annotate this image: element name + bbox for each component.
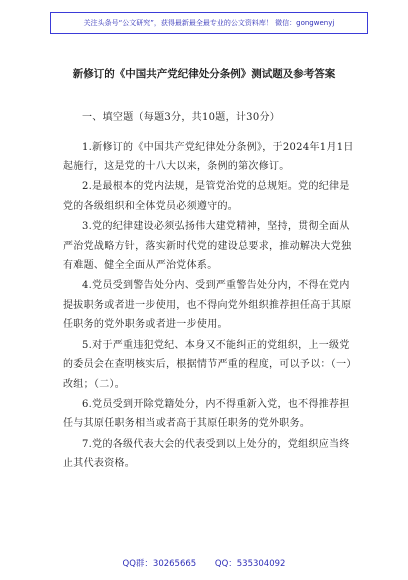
footer-qq-group: QQ群：30265665 [122, 559, 197, 569]
header-notice: 关注头条号“公文研究”，获得最新最全最专业的公文资料库！ 微信：gongwenyj [50, 12, 368, 34]
document-body [63, 108, 355, 474]
question-2: 2.是最根本的党内法规，是管党治党的总规矩。党的纪律是党的各级组织和全体党员必须遵守的。 [63, 181, 350, 212]
document-title: 新修订的《中国共产党纪律处分条例》测试题及参考答案 [72, 68, 336, 80]
question-4: 4.党员受到警告处分内、受到严重警告处分内，不得在党内提拔职务或者进一步使用，也不得向党外组织推荐担任高于其原任职务的党外职务或者进一步使用。 [63, 280, 352, 331]
question-1: 1.新修订的《中国共产党纪律处分条例》，于2024年1月1日起施行，这是党的十八大以来，条例的第次修订。 [63, 141, 354, 173]
question-6: 6.党员受到开除党籍处分，内不得重新入党，也不得推荐担任与其原任职务相当或者高于其原任职务的党外职务。 [63, 398, 350, 430]
footer-qq: QQ：535304092 [214, 559, 286, 569]
question-3: 3.党的纪律建设必须弘扬伟大建党精神，坚持，贯彻全面从严治党战略方针，落实新时代党的建设总要求，推动解决大党独有难题、健全全面从严治党体系。 [63, 220, 352, 272]
page-footer [0, 557, 408, 569]
question-5: 5.对于严重违犯党纪、本身又不能纠正的党组织，上一级党的委员会在查明核实后，根据情节严重的程度，可以予以：（一）改组；（二）。 [63, 339, 352, 390]
section-heading: 一、填空题（每题3分，共10题，计30分） [82, 112, 281, 123]
question-7: 7.党的各级代表大会的代表受到以上处分的，党组织应当终止其代表资格。 [63, 438, 350, 470]
